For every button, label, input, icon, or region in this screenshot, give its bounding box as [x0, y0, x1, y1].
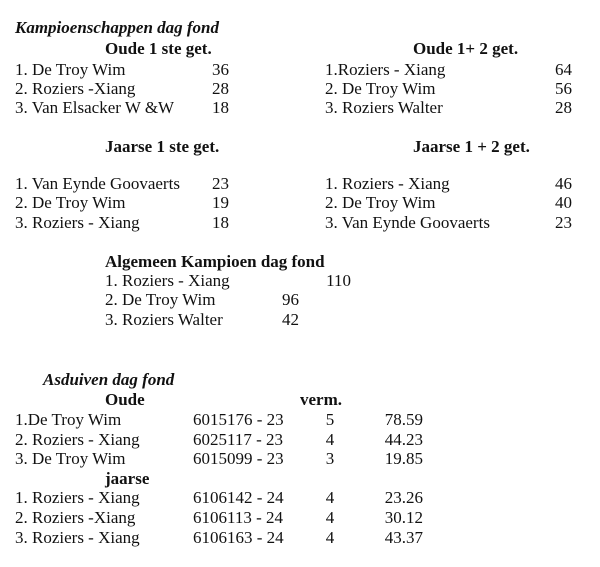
ranking-score: 64: [555, 60, 572, 79]
ranking-name: 3. Roziers Walter: [105, 310, 223, 329]
jaarse-1ste-heading: Jaarse 1 ste get.: [105, 137, 220, 156]
asduif-value: 19.85: [384, 449, 423, 468]
ranking-name: 3. Van Eynde Goovaerts: [325, 213, 490, 232]
ranking-score: 23: [212, 174, 229, 193]
asduif-verm: 3: [325, 449, 335, 468]
ranking-score: 23: [555, 213, 572, 232]
asduif-value: 78.59: [384, 410, 423, 429]
ranking-name: 1. Roziers - Xiang: [105, 271, 230, 290]
ranking-name: 3. Roziers - Xiang: [15, 213, 140, 232]
ranking-score: 19: [212, 193, 229, 212]
ranking-score: 18: [212, 213, 229, 232]
asduif-name: 2. Roziers - Xiang: [15, 430, 140, 449]
ranking-name: 1. Roziers - Xiang: [325, 174, 450, 193]
asduif-name: 2. Roziers -Xiang: [15, 508, 136, 527]
asduif-verm: 4: [325, 528, 335, 547]
ranking-score: 46: [555, 174, 572, 193]
ranking-score: 36: [212, 60, 229, 79]
asduif-verm: 4: [325, 508, 335, 527]
ranking-score: 42: [282, 310, 299, 329]
verm-column-header: verm.: [300, 390, 343, 409]
asduif-ring-number: 6015176 - 23: [193, 410, 284, 429]
asduif-value: 43.37: [384, 528, 423, 547]
oude-1-2-heading: Oude 1+ 2 get.: [413, 39, 519, 58]
asduif-name: 1.De Troy Wim: [15, 410, 122, 429]
asduif-ring-number: 6106163 - 24: [193, 528, 284, 547]
ranking-score: 40: [555, 193, 572, 212]
asduif-ring-number: 6106113 - 24: [193, 508, 284, 527]
asduif-ring-number: 6015099 - 23: [193, 449, 284, 468]
jaarse-1-2-heading: Jaarse 1 + 2 get.: [413, 137, 530, 156]
asduif-value: 23.26: [384, 488, 423, 507]
ranking-score: 56: [555, 79, 572, 98]
ranking-score: 28: [212, 79, 229, 98]
asduiven-title: Asduiven dag fond: [43, 370, 175, 389]
asduiven-oude-heading: Oude: [105, 390, 145, 409]
asduif-ring-number: 6106142 - 24: [193, 488, 284, 507]
oude-1ste-heading: Oude 1 ste get.: [105, 39, 212, 58]
ranking-name: 3. Roziers Walter: [325, 98, 443, 117]
asduif-name: 3. Roziers - Xiang: [15, 528, 140, 547]
asduiven-jaarse-heading: jaarse: [105, 469, 150, 488]
asduif-ring-number: 6025117 - 23: [193, 430, 284, 449]
asduif-verm: 4: [325, 488, 335, 507]
asduif-name: 3. De Troy Wim: [15, 449, 126, 468]
ranking-name: 2. De Troy Wim: [325, 79, 436, 98]
ranking-name: 1.Roziers - Xiang: [325, 60, 446, 79]
asduif-verm: 4: [325, 430, 335, 449]
ranking-name: 2. De Troy Wim: [15, 193, 126, 212]
ranking-name: 2. De Troy Wim: [105, 290, 216, 309]
asduif-verm: 5: [325, 410, 335, 429]
algemeen-heading: Algemeen Kampioen dag fond: [105, 252, 325, 271]
ranking-name: 2. Roziers -Xiang: [15, 79, 136, 98]
ranking-name: 1. Van Eynde Goovaerts: [15, 174, 180, 193]
ranking-name: 3. Van Elsacker W &W: [15, 98, 175, 117]
asduif-name: 1. Roziers - Xiang: [15, 488, 140, 507]
ranking-name: 2. De Troy Wim: [325, 193, 436, 212]
ranking-name: 1. De Troy Wim: [15, 60, 126, 79]
asduif-value: 44.23: [384, 430, 423, 449]
asduif-value: 30.12: [384, 508, 423, 527]
document-title: Kampioenschappen dag fond: [15, 18, 220, 37]
ranking-score: 110: [326, 271, 351, 290]
ranking-score: 96: [282, 290, 299, 309]
ranking-score: 28: [555, 98, 572, 117]
ranking-score: 18: [212, 98, 229, 117]
